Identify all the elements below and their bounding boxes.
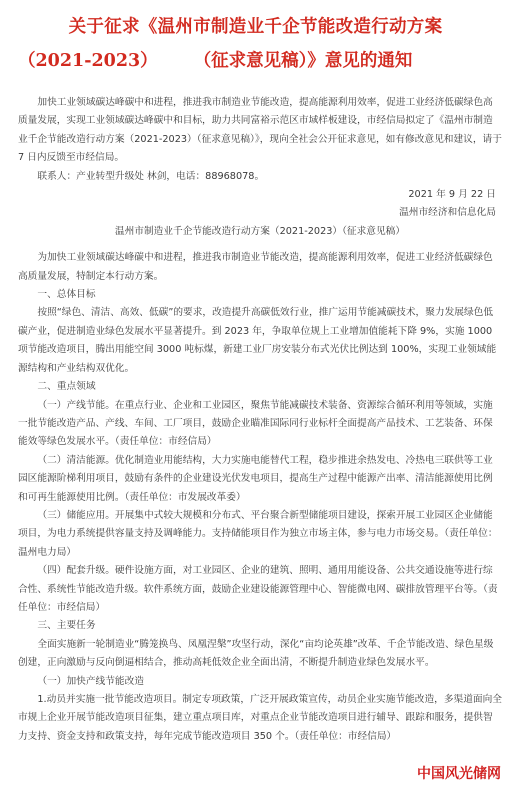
section-2-title: 二、重点领域 [37, 381, 96, 393]
document-title-line-2 [18, 46, 511, 76]
section-1-title: 一、总体目标 [37, 289, 96, 301]
document-body [18, 94, 502, 746]
site-watermark: 中国风光储网 [415, 762, 503, 784]
section-2-item-1: （一）产线节能。在重点行业、企业和工业园区，聚焦节能减碳技术装备、资源综合循环利用等领域，实施一批节能改造产品、产线、车间、工厂项目，鼓励企业瞄准国际同行业标杆全面提高产品技术、工艺装备、环保能效等绿色发展水平。（责任单位：市经信局） [18, 399, 493, 448]
notice-issuer: 温州市经济和信息化局 [399, 207, 496, 219]
plan-heading: 温州市制造业千企节能改造行动方案（2021-2023）（征求意见稿） [114, 225, 406, 237]
title-draft-suffix: （征求意见稿）》意见的通知 [193, 51, 413, 71]
section-2-item-2: （二）清洁能源。优化制造业用能结构，大力实施电能替代工程，稳步推进余热发电、冷热电三联供等工业园区能源阶梯利用项目，鼓励有条件的企业建设光伏发电项目，提高生产过程中能源产出率、清洁能源使用比例和可再生能源使用比例。（责任单位：市发展改革委） [18, 454, 493, 503]
title-year-range: （2021-2023） [18, 51, 158, 71]
section-2-item-4: （四）配套升级。硬件设施方面，对工业园区、企业的建筑、照明、通用用能设备、公共交通设施等进行综合性、系统性节能改造升级。软件系统方面，鼓励企业建设能源管理中心、智能微电网、碳排放管理平台等。（责任单位：市经信局） [18, 565, 498, 613]
plan-intro: 为加快工业领域碳达峰碳中和进程，推进我市制造业节能改造，提高能源利用效率，促进工业经济低碳绿色高质量发展，特制定本行动方案。 [18, 252, 493, 282]
section-3-title: 三、主要任务 [37, 620, 96, 632]
notice-date: 2021 年 9 月 22 日 [408, 189, 496, 201]
section-1-text: 按照“绿色、清洁、高效、低碳”的要求，改造提升高碳低效行业，推广运用节能减碳技术，聚力发展绿色低碳产业，促进制造业绿色发展水平显著提升。到 2023 年，争取单位规上工业增加值能耗下降 9%，实施 1000 项节能改造项目，腾出用能空间 3000 吨标煤，新建工业厂房安装分布式光伏比例达到 100%，实现工业领域能源结构和产业结构双优化。 [18, 307, 497, 374]
section-2-item-3: （三）储能应用。开展集中式较大规模和分布式、平台聚合新型储能项目建设，探索开展工业园区企业储能项目，为电力系统提供容量支持及调峰能力。支持储能项目作为独立市场主体，参与电力市场交易。（责任单位：温州电力局） [18, 509, 498, 558]
section-3-subtitle: （一）加快产线节能改造 [37, 675, 144, 687]
section-3-intro: 全面实施新一轮制造业“腾笼换鸟、凤凰涅槃”攻坚行动，深化“亩均论英雄”改革、千企节能改造、绿色星级创建，正向激励与反向倒逼相结合，推动高耗低效企业全面出清，不断提升制造业绿色发展水平。 [18, 638, 494, 669]
section-3-item-1: 1.动员并实施一批节能改造项目。制定专项政策，广泛开展政策宣传，动员企业实施节能改造，多渠道面向全市规上企业开展节能改造项目征集，建立重点项目库，对重点企业节能改造项目进行辅导、跟踪和服务，提供智力支持、资金支持和政策支持，每年完成节能改造项目 350 个。（责任单位：市经信局） [18, 694, 502, 742]
contact-line: 联系人：产业转型升级处 林剑，电话：88968078。 [37, 170, 265, 182]
notice-paragraph: 加快工业领域碳达峰碳中和进程，推进我市制造业节能改造，提高能源利用效率，促进工业经济低碳绿色高质量发展，实现工业领域碳达峰碳中和目标，助力共同富裕示范区市域样板建设，市经信局拟定了《温州市制造业千企节能改造行动方案（2021-2023）（征求意见稿）》，现向全社会公开征求意见，如有修改意见和建议，请于 7 日内反馈至市经信局。 [18, 97, 502, 164]
document-title-line-1: 关于征求《温州市制造业千企节能改造行动方案 [68, 17, 443, 37]
